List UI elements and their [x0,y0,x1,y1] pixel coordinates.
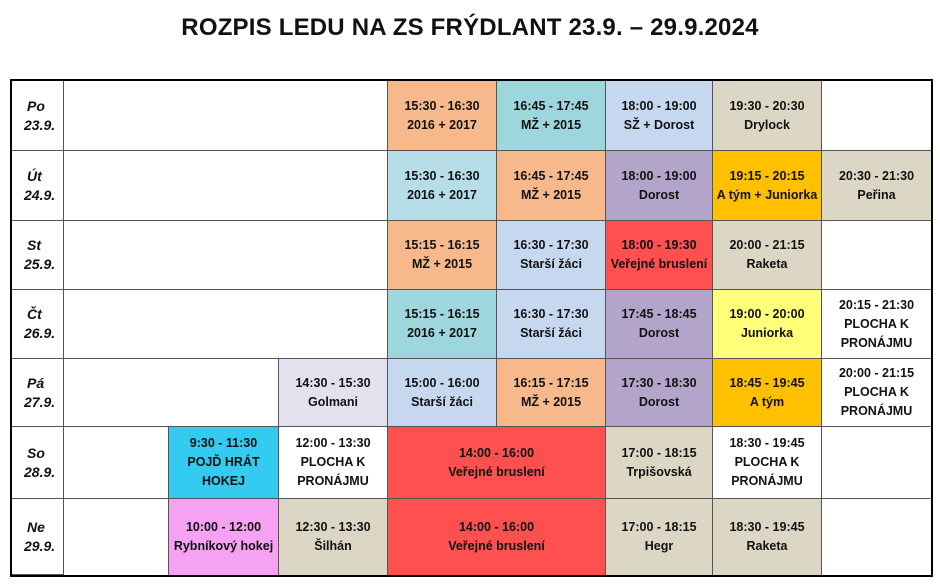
slot-label: PRONÁJMU [840,335,913,350]
slot-label: Veřejné bruslení [610,257,708,271]
slot-time: 12:00 - 13:30 [295,436,371,450]
slot-time: 19:15 - 20:15 [729,168,805,183]
day-date: 23.9. [24,116,56,133]
slot-time: 18:00 - 19:00 [621,98,697,113]
slot-label: PRONÁJMU [297,474,369,488]
slot-label: MŽ + 2015 [520,394,582,409]
ice-slot [606,359,713,427]
slot-label: Dorost [638,326,680,340]
slot-label: MŽ + 2015 [520,187,582,202]
day-label [12,427,64,499]
slot-label: POJĎ HRÁT HOKEJ [187,455,260,488]
ice-slot [497,290,606,359]
slot-label: Starší žáci [520,326,582,340]
empty-slot [822,81,931,151]
ice-slot [388,151,497,221]
ice-slot [713,81,822,151]
slot-label: 2016 + 2017 [407,117,477,132]
slot-label: Starší žáci [411,394,473,409]
ice-slot [497,221,606,290]
ice-slot [606,290,713,359]
slot-label: Trpišovská [626,464,692,479]
slot-label: Peřina [857,187,896,202]
ice-slot [388,427,606,499]
slot-time: 18:45 - 19:45 [729,375,805,390]
slot-time: 14:00 - 16:00 [458,520,535,534]
ice-slot [713,499,822,575]
ice-slot [713,221,822,290]
ice-slot [713,151,822,221]
slot-label: Dorost [638,187,680,202]
slot-time: 15:15 - 16:15 [404,307,480,321]
ice-slot [388,290,497,359]
slot-label: Dorost [638,394,680,409]
slot-label: A tým [749,394,785,409]
slot-time: 18:00 - 19:30 [621,238,697,252]
slot-time: 18:30 - 19:45 [729,436,805,450]
empty-slot [822,221,931,290]
slot-label: PRONÁJMU [731,474,803,488]
slot-label: Šilhán [314,539,352,553]
slot-time: 17:00 - 18:15 [621,520,697,534]
slot-label: Veřejné bruslení [448,539,545,553]
empty-slot [822,499,931,575]
slot-time: 17:45 - 18:45 [621,307,697,321]
ice-slot [388,359,497,427]
slot-time: 16:30 - 17:30 [513,307,589,321]
ice-slot [822,359,931,427]
day-name: Po [27,97,45,114]
day-name: St [27,237,41,253]
ice-slot [606,151,713,221]
empty-slot [64,427,169,499]
slot-time: 20:00 - 21:15 [838,366,915,380]
empty-slot [822,427,931,499]
slot-label: Veřejné bruslení [448,464,545,479]
ice-slot [279,427,388,499]
slot-time: 15:30 - 16:30 [404,98,480,113]
day-label [12,151,64,221]
slot-label: Starší žáci [520,257,582,271]
ice-slot [388,81,497,151]
ice-slot [279,499,388,575]
slot-time: 14:00 - 16:00 [458,445,535,460]
slot-label: Hegr [644,539,674,553]
ice-slot [713,359,822,427]
day-date: 29.9. [24,537,56,554]
slot-label: SŽ + Dorost [623,117,695,132]
slot-time: 12:30 - 13:30 [295,520,371,534]
slot-label: PLOCHA K [734,455,800,469]
slot-label: A tým + Juniorka [716,187,818,202]
ice-slot [279,359,388,427]
slot-time: 15:15 - 16:15 [404,238,480,252]
slot-time: 18:00 - 19:00 [621,168,697,183]
slot-label: Raketa [746,257,788,271]
slot-time: 10:00 - 12:00 [185,520,262,534]
slot-label: 2016 + 2017 [407,326,477,340]
page-title: ROZPIS LEDU NA ZS FRÝDLANT 23.9. – 29.9.2024 [181,14,759,41]
empty-slot [64,81,388,151]
slot-label: Juniorka [740,326,794,340]
empty-slot [64,499,169,575]
slot-time: 19:00 - 20:00 [729,307,805,321]
day-name: Pá [27,374,45,391]
ice-slot [713,290,822,359]
slot-time: 16:30 - 17:30 [513,238,589,252]
empty-slot [64,359,279,427]
ice-slot [822,151,931,221]
slot-label: 2016 + 2017 [407,187,477,202]
ice-slot [169,427,279,499]
day-date: 28.9. [24,463,56,480]
ice-slot [713,427,822,499]
day-label [12,221,64,290]
ice-slot [497,151,606,221]
slot-label: Raketa [746,539,788,553]
day-name: Ne [27,518,45,535]
slot-time: 16:45 - 17:45 [513,168,589,183]
day-label [12,359,64,427]
slot-label: PLOCHA K [844,316,909,331]
slot-time: 15:30 - 16:30 [404,168,480,183]
ice-slot [606,221,713,290]
day-date: 26.9. [24,325,56,341]
slot-time: 9:30 - 11:30 [189,436,258,450]
slot-time: 20:15 - 21:30 [838,297,915,312]
ice-slot [822,290,931,359]
ice-slot [388,499,606,575]
ice-slot [388,221,497,290]
day-label [12,499,64,575]
ice-slot [606,427,713,499]
ice-slot [169,499,279,575]
slot-time: 19:30 - 20:30 [729,98,805,113]
slot-label: MŽ + 2015 [411,257,473,271]
slot-label: Rybníkový hokej [173,539,274,553]
slot-time: 18:30 - 19:45 [729,520,805,534]
empty-slot [64,221,388,290]
day-date: 27.9. [24,393,56,410]
slot-label: MŽ + 2015 [520,117,582,132]
slot-time: 15:00 - 16:00 [404,375,480,390]
day-name: Út [27,167,42,184]
schedule-table [10,79,933,577]
slot-time: 17:00 - 18:15 [621,445,697,460]
empty-slot [64,290,388,359]
empty-slot [64,151,388,221]
slot-time: 20:00 - 21:15 [729,238,805,252]
slot-label: PRONÁJMU [840,404,913,418]
day-label [12,290,64,359]
slot-label: PLOCHA K [844,385,909,399]
slot-time: 16:15 - 17:15 [513,375,589,390]
ice-slot [497,359,606,427]
slot-label: PLOCHA K [300,455,366,469]
day-name: So [27,444,45,461]
day-label [12,81,64,151]
slot-time: 16:45 - 17:45 [513,98,589,113]
day-date: 24.9. [24,186,56,203]
slot-label: Drylock [744,117,790,132]
slot-label: Golmani [307,394,358,409]
slot-time: 20:30 - 21:30 [838,168,915,183]
ice-slot [497,81,606,151]
slot-time: 17:30 - 18:30 [621,375,697,390]
ice-slot [606,499,713,575]
ice-slot [606,81,713,151]
slot-time: 14:30 - 15:30 [295,375,371,390]
day-date: 25.9. [24,256,56,272]
day-name: Čt [27,306,42,322]
